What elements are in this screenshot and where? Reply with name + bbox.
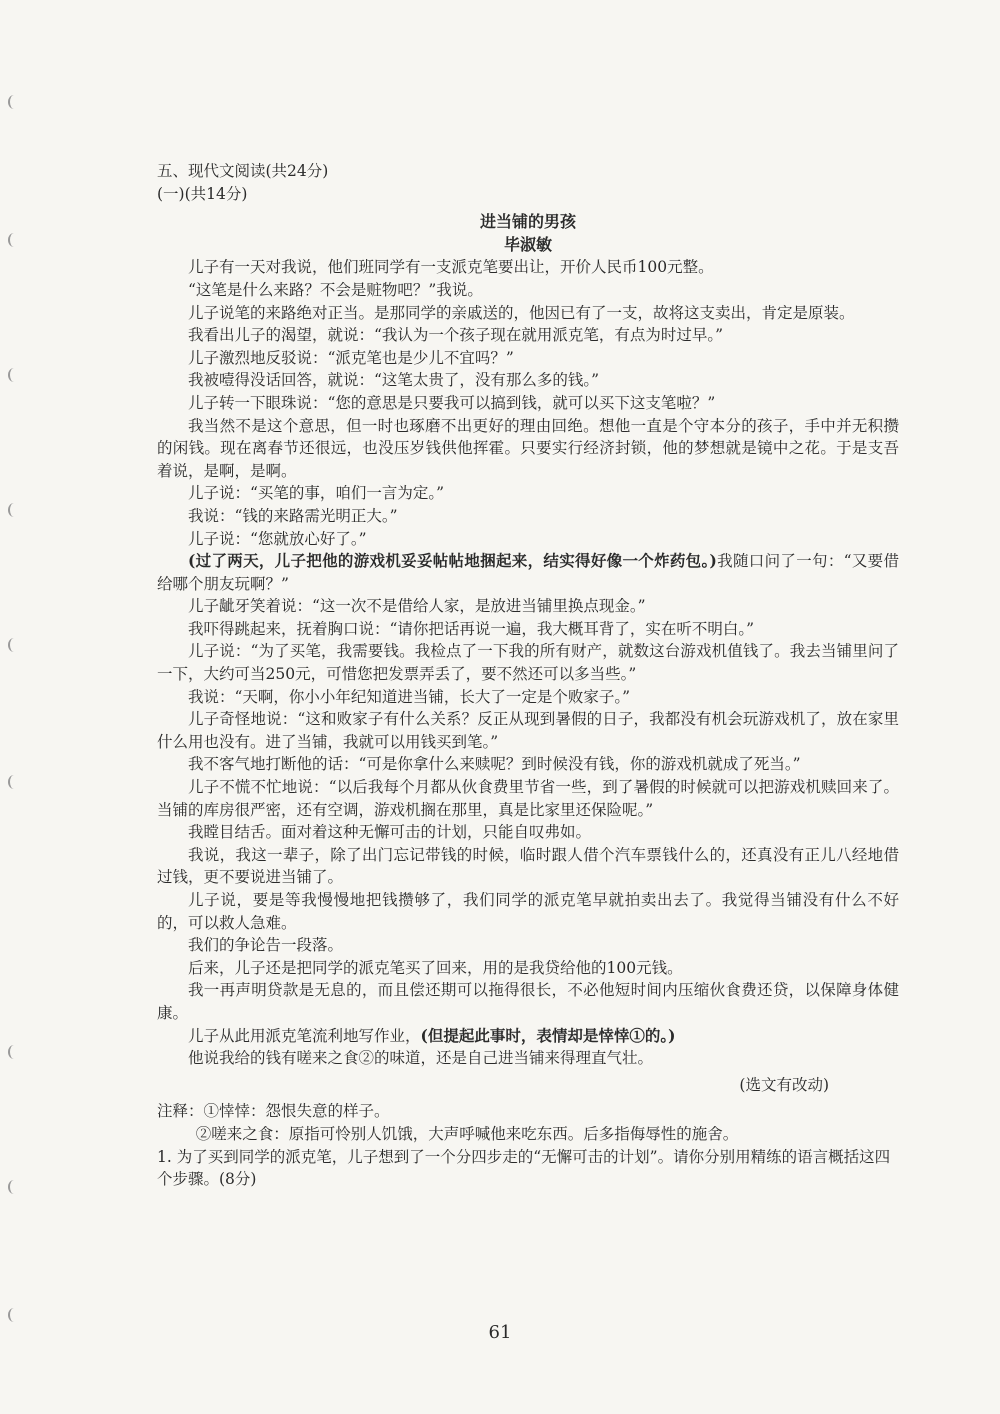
paragraph: 儿子说：“为了买笔，我需要钱。我检点了一下我的所有财产，就数这台游戏机值钱了。我去当铺里问了一下，大约可当250元，可惜您把发票弄丢了，要不然还可以多当些。” [157,642,899,684]
paragraph: 儿子激烈地反驳说：“派克笔也是少儿不宜吗？” [188,348,514,367]
footnote: 注释：①悻悻：怨恨失意的样子。 [157,1102,390,1121]
paragraph: 儿子说：“您就放心好了。” [188,529,367,548]
paragraph: 我看出儿子的渴望，就说：“我认为一个孩子现在就用派克笔，有点为时过早。” [188,326,724,345]
paragraph: 他说我给的钱有嗟来之食②的味道，还是自己进当铺来得理直气壮。 [188,1049,654,1068]
source-note: (选文有改动) [739,1075,829,1094]
paragraph: 儿子说笔的来路绝对正当。是那同学的亲戚送的，他因已有了一支，故将这支卖出，肯定是原装。 [188,303,855,322]
document-page [157,160,899,1191]
paragraph: 我吓得跳起来，抚着胸口说：“请你把话再说一遍，我大概耳背了，实在听不明白。” [188,619,755,638]
page-number: 61 [488,1322,512,1343]
paragraph: 儿子说，要是等我慢慢地把钱攒够了，我们同学的派克笔早就拍卖出去了。我觉得当铺没有什么不好的，可以救人急难。 [157,891,899,932]
bold-sentence: (但提起此事时，表情却是悻悻①的。) [420,1025,676,1045]
paragraph: 儿子龇牙笑着说：“这一次不是借给人家，是放进当铺里换点现金。” [188,597,646,616]
paragraph: 我们的争论告一段落。 [188,936,344,955]
question: 1. 为了买到同学的派克笔，儿子想到了一个分四步走的“无懈可击的计划”。请你分别用精练的语言概括这四个步骤。(8分) [157,1147,891,1189]
footnote: ②嗟来之食：原指可怜别人饥饿，大声呼喊他来吃东西。后多指侮辱性的施舍。 [195,1124,739,1143]
paragraph: 我瞠目结舌。面对着这种无懈可击的计划，只能自叹弗如。 [188,823,592,842]
binding-mark [8,1308,20,1322]
paragraph: 儿子说：“买笔的事，咱们一言为定。” [188,484,445,503]
paragraph: “这笔是什么来路？不会是赃物吧？”我说。 [188,280,483,299]
section-heading: 五、现代文阅读(共24分) [157,162,329,180]
paragraph: 我说：“天啊，你小小年纪知道进当铺，长大了一定是个败家子。” [188,687,631,706]
article-author: 毕淑敏 [503,234,552,254]
paragraph: 儿子奇怪地说：“这和败家子有什么关系？反正从现到暑假的日子，我都没有机会玩游戏机了，放在家里什么用也没有。进了当铺，我就可以用钱买到笔。” [157,710,899,751]
binding-mark [8,368,20,382]
subsection-heading: (一)(共14分) [157,184,248,203]
paragraph: 儿子转一下眼珠说：“您的意思是只要我可以搞到钱，就可以买下这支笔啦？” [188,393,716,412]
binding-mark [8,503,20,517]
paragraph-with-bold [157,550,899,595]
binding-mark [8,1180,20,1194]
binding-mark [8,1045,20,1059]
binding-mark [8,638,20,652]
paragraph-with-bold [157,1025,899,1048]
binding-mark [8,95,20,109]
paragraph: 我当然不是这个意思，但一时也琢磨不出更好的理由回绝。想他一直是个守本分的孩子，手中并无积攒的闲钱。现在离春节还很远，也没压岁钱供他挥霍。只要实行经济封锁，他的梦想就是镜中之花。于是支吾着说，是啊，是啊。 [157,416,899,480]
binding-mark [8,233,20,247]
paragraph: 儿子不慌不忙地说：“以后我每个月都从伙食费里节省一些，到了暑假的时候就可以把游戏机赎回来了。当铺的库房很严密，还有空调，游戏机搁在那里，真是比家里还保险呢。” [157,778,899,819]
paragraph-rest: 我随口问了一句：“又要借给哪个朋友玩啊？” [157,552,899,593]
paragraph-rest: 儿子从此用派克笔流利地写作业， [188,1026,421,1045]
paragraph: 我被噎得没话回答，就说：“这笔太贵了，没有那么多的钱。” [188,371,600,390]
paragraph: 我不客气地打断他的话：“可是你拿什么来赎呢？到时候没有钱，你的游戏机就成了死当。” [188,755,801,774]
paragraph: 我说，我这一辈子，除了出门忘记带钱的时候，临时跟人借个汽车票钱什么的，还真没有正儿八经地借过钱，更不要说进当铺了。 [157,845,899,887]
bold-sentence: (过了两天，儿子把他的游戏机妥妥帖帖地捆起来，结实得好像一个炸药包。) [188,551,717,571]
binding-mark [8,775,20,789]
paragraph: 儿子有一天对我说，他们班同学有一支派克笔要出让，开价人民币100元整。 [188,258,714,277]
paragraph: 后来，儿子还是把同学的派克笔买了回来，用的是我贷给他的100元钱。 [188,958,683,977]
article-title: 进当铺的男孩 [479,212,576,232]
paragraph: 我说：“钱的来路需光明正大。” [188,506,398,525]
paragraph: 我一再声明贷款是无息的，而且偿还期可以拖得很长，不必他短时间内压缩伙食费还贷，以保障身体健康。 [157,981,899,1022]
